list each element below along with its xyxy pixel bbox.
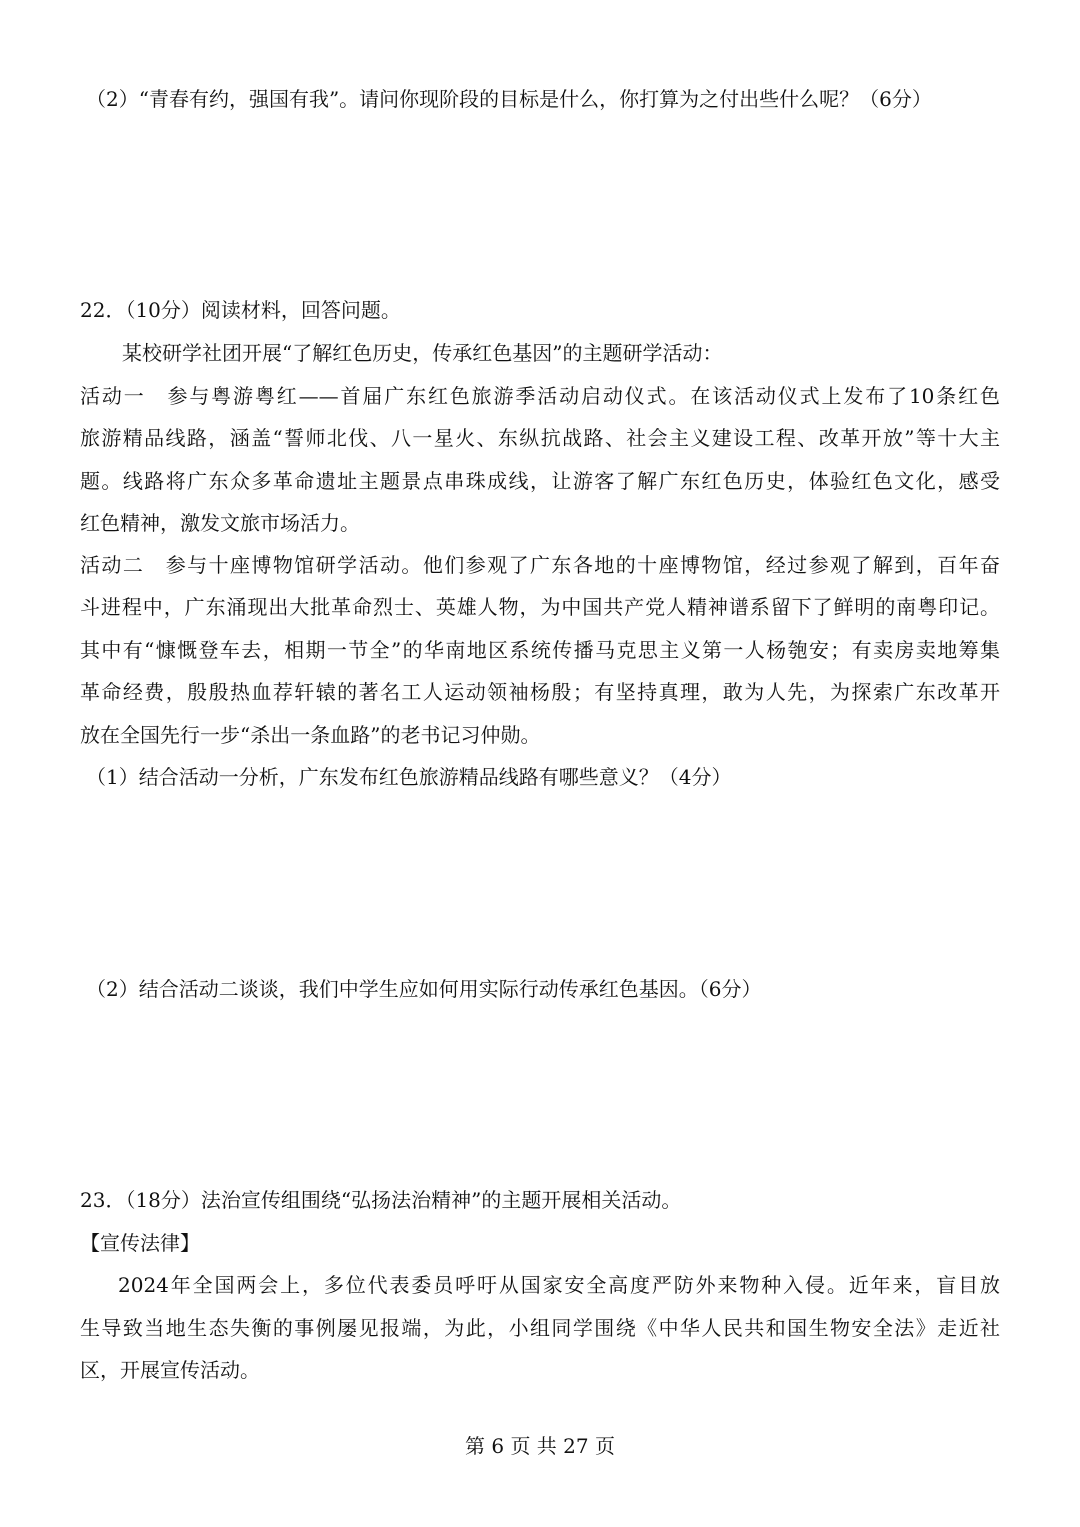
q23-heading: 23．（18分）法治宣传组围绕“弘扬法治精神”的主题开展相关活动。 [80,1188,682,1212]
q22-intro: 某校研学社团开展“了解红色历史，传承红色基因”的主题研学活动： [122,341,723,365]
q22-sub2: （2）结合活动二谈谈，我们中学生应如何用实际行动传承红色基因。（6分） [86,977,762,1001]
page-number: 第 6 页 共 27 页 [465,1434,615,1458]
q22-activity2-line-3: 其中有“慷慨登车去，相期一节全”的华南地区系统传播马克思主义第一人杨匏安；有卖房卖地筹集 [80,638,1000,662]
q22-activity2-line-2: 斗进程中，广东涌现出大批革命烈士、英雄人物，为中国共产党人精神谱系留下了鲜明的南粤印记。 [80,595,1000,619]
q22-activity2-line-5: 放在全国先行一步“杀出一条血路”的老书记习仲勋。 [80,723,541,747]
q23-para-line-3: 区，开展宣传活动。 [80,1358,260,1382]
q23-para-line-1: 2024年全国两会上，多位代表委员呼吁从国家安全高度严防外来物种入侵。近年来，盲目放 [118,1273,1000,1297]
q22-activity2-line-4: 革命经费，殷殷热血荐轩辕的著名工人运动领袖杨殷；有坚持真理，敢为人先，为探索广东改革开 [80,680,1000,704]
q22-activity1-line-3: 题。线路将广东众多革命遗址主题景点串珠成线，让游客了解广东红色历史，体验红色文化，感受 [80,469,1000,493]
q22-activity1-line-1: 活动一 参与粤游粤红——首届广东红色旅游季活动启动仪式。在该活动仪式上发布了10条红色 [80,384,1000,408]
q22-activity1-line-4: 红色精神，激发文旅市场活力。 [80,511,360,535]
q21-sub2: （2）“青春有约，强国有我”。请问你现阶段的目标是什么，你打算为之付出些什么呢？（6分） [86,87,932,111]
q22-heading: 22．（10分）阅读材料，回答问题。 [80,298,401,322]
q23-para-line-2: 生导致当地生态失衡的事例屡见报端，为此，小组同学围绕《中华人民共和国生物安全法》走近社 [80,1316,1000,1340]
q22-sub1: （1）结合活动一分析，广东发布红色旅游精品线路有哪些意义？（4分） [86,765,732,789]
q23-section-title: 【宣传法律】 [80,1231,200,1255]
q22-activity1-line-2: 旅游精品线路，涵盖“誓师北伐、八一星火、东纵抗战路、社会主义建设工程、改革开放”等十大主 [80,426,1000,450]
q22-activity2-line-1: 活动二 参与十座博物馆研学活动。他们参观了广东各地的十座博物馆，经过参观了解到，百年奋 [80,553,1000,577]
